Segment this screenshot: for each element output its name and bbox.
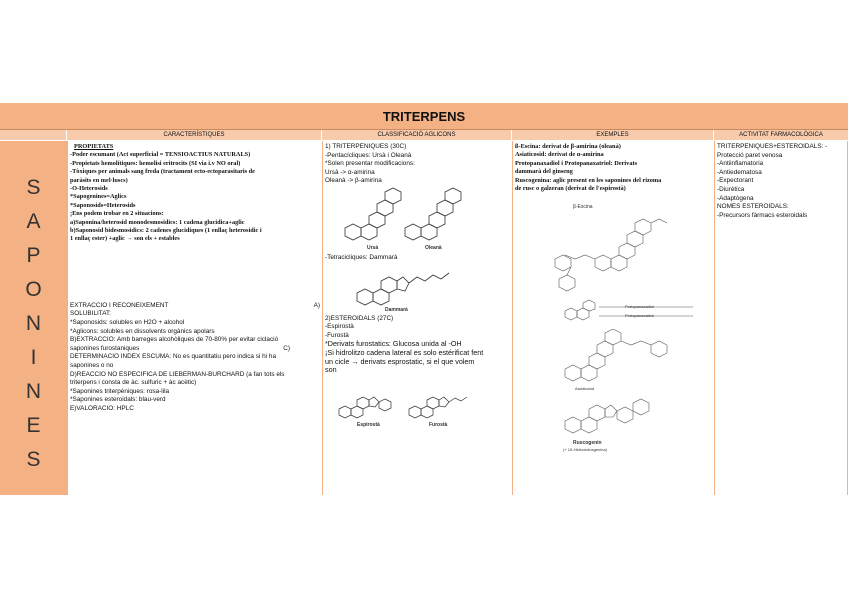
propietats-line: *Sapogenines=Aglics [70,193,127,201]
extraccio-line: saponines furostaniques [70,344,140,352]
side-letter: O [25,278,42,301]
label-protopanaxadiol: Protopanaxadiol [625,304,654,310]
side-letter: E [26,414,41,437]
table-title [0,103,848,130]
extraccio-line-c-row [70,345,320,354]
esteroidals-note: *Derivats furostatics: Glucosa unida al -OH [325,340,462,349]
extraccio-line: *Saponosids: solubles en H2O + alcohol [70,319,185,327]
esteroidals-line: -Furostà [325,331,349,339]
side-letter: P [26,244,41,267]
propietats-line: paràsits en mel·luscs) [70,176,128,184]
extraccio-line: saponines o no [70,362,114,370]
extraccio-line: DETERMINACIÓ INDEX ESCUMA: No es quantitatiu pero indica si hi ha [70,353,276,361]
extraccio-line: *Saponines esteroidals: blau-verd [70,396,166,404]
espirosta-furosta-structures [325,383,475,423]
esteroidals-note: un cicle → derivats esprostatic, si el que volem [325,357,475,366]
activitat-line: -Precursors fàrmacs esteroidals [717,211,808,219]
label-ruscogenin-sub: (+ 1ß-Hidroxidiosgenina) [563,447,607,453]
ursa-oleana-figure [325,186,510,254]
escina-figure [515,203,712,299]
side-label-saponines [0,141,67,495]
extraccio-line: B)EXTRACCIÓ: Amb barreges alcohòliques de 70-80% per evitar ciclació [70,336,279,344]
activitat-line: Protecció paret venosa [717,151,783,159]
oleana-skeleton [405,188,461,240]
table-title-text: TRITERPENS [382,108,466,124]
label-protopanaxatriol: Protopanaxatriol [625,313,655,319]
spacer [70,244,320,302]
classificacio-line: -Pentacícliques: Ursà i Oleanà [325,151,412,159]
exemple-line: ß-Escina: derivat de β-amirina (oleanà) [515,143,621,150]
activitat-line: NOMÉS ESTEROIDALS: [717,203,789,211]
dammara-structure [325,263,475,309]
activitat-line: -Antiinflamatoria [717,160,764,168]
classificacio-line: 1) TRITERPÈNIQUES (30C) [325,143,407,150]
label-espirosta: Espirostà [357,421,380,428]
propietats-line: -Propietats hemolítiques: hemolisi eritrocits (SI via i.v NO oral) [70,159,241,167]
tetraciclique-line: -Tetracicliques: Dammarà [325,253,398,261]
column-caracteristiques [67,141,322,495]
exemple-line: dammarà del ginseng [515,168,573,176]
ursa-skeleton [345,188,401,240]
side-letter: N [25,312,42,335]
column-activitat [714,141,848,495]
classificacio-line: Ursà -> α-amirina [325,168,375,176]
propietats-line: -Tòxiques per animals sang freda (tractament ecto-ectoparasitaris de [70,168,255,176]
activitat-line: TRITERPENIQUES+ESTEROIDALS: - [717,143,828,150]
header-exemples: EXEMPLES [512,130,714,140]
exemple-line: Ruscogenina: aglic present en les saponines del rizoma [515,176,662,184]
activitat-line: -Antiedematosa [717,168,762,176]
classificacio-line: Oleanà -> β-amirina [325,177,382,185]
extraccio-line: *Saponines triterpèniques: rosa-lila [70,387,170,395]
label-escina: β-Escina [573,204,593,211]
side-letter: I [30,346,37,369]
activitat-line: -Adaptògena [717,194,754,202]
column-classificacio [322,141,512,495]
asiaticoside-figure [515,329,712,395]
escina-structure [535,209,695,299]
esteroidals-line: -Espirostà [325,323,354,331]
asiaticoside-structure [555,329,675,391]
extraccio-title: EXTRACCIÓ I RECONEIXEMENT [70,301,169,309]
propietats-line: *Saponosids=Heterosids [70,201,136,209]
body-row [0,141,848,495]
label-oleana: Oleanà [425,244,442,251]
label-ursa: Ursà [367,244,379,251]
propietats-line: b)Saponosid bidesmosidics: 2 cadenes glucidiques (1 enllaç heterosidic i [70,227,262,235]
ruscogenin-figure [515,395,712,455]
header-activitat: ACTIVITAT FARMACOLÒGICA [739,132,823,138]
extraccio-line: D)REACCIO NO ESPECÍFICA DE LIEBERMAN-BURCHARD (a fan tots els [70,370,285,378]
propietats-title: PROPIETATS [74,143,114,150]
ursa-oleana-structures [325,186,475,254]
propietats-line: -Poder escumant (Act superficial = TENSIOACTIUS NATURALS) [70,151,251,159]
label-furosta: Furostà [429,421,448,428]
header-blank [0,130,67,140]
ruscogenin-structure [555,395,685,439]
activitat-line: -Diurètica [717,185,745,193]
exemple-line: Protopanaxadiol i Protopanaxatriol: Derivats [515,159,638,167]
extraccio-title-row [70,302,320,311]
activitat-line: -Expectorant [717,177,754,185]
propietats-line: -O-Heterosids [70,185,108,193]
propietats-line: 1 enllaç ester) +aglic → son els + estables [70,235,180,243]
ginseng-structure [535,299,695,325]
dammara-figure [325,263,510,315]
label-dammara: Dammarà [385,306,408,313]
label-asiaticoside: Asiaticosid [575,386,595,392]
saponines-table [0,103,848,495]
header-classificacio: CLASSIFICACIÓ AGLICONS [322,130,512,140]
esteroidals-note: son [325,366,337,375]
espirosta-furosta-figure [325,383,510,429]
side-letter: S [26,448,41,471]
side-letter: N [25,380,42,403]
esteroidals-line: 2)ESTEROIDALS (27C) [325,314,394,322]
extraccio-marker-a: A) [313,301,320,309]
header-row [0,130,848,140]
side-letter: S [26,176,41,199]
extraccio-line: *Aglicons: solubles en dissolvents orgànics apolars [70,327,215,335]
esteroidals-note: ¡Si hidrolitzo cadena lateral es solo estérificat fent [325,348,484,357]
propietats-line: ¡Ens podem trobar en 2 situacions: [70,210,164,218]
extraccio-line: E)VALORACIÓ: HPLC [70,405,134,412]
extraccio-line: triterpens i consta de àc. sulfuric + àc acètic) [70,379,197,387]
propietats-line: a)Saponina/heterosid monodesmosidics: 1 cadena glucidica+aglic [70,218,245,226]
side-letter: A [26,210,41,233]
label-ruscogenin: Ruscogenin [573,440,602,447]
classificacio-line: *Solen presentar modificacions: [325,160,415,168]
exemple-line: Asiaticosid: derivat de α-amirina [515,151,604,159]
ginseng-figure [515,299,712,329]
extraccio-line: SOLUBILITAT: [70,310,111,318]
header-caracteristiques: CARACTERÍSTIQUES [67,130,322,140]
extraccio-marker-c: C) [283,344,290,352]
exemple-line: de rusc o galzeran (derivat de l'espirostà) [515,185,626,193]
column-exemples [512,141,714,495]
